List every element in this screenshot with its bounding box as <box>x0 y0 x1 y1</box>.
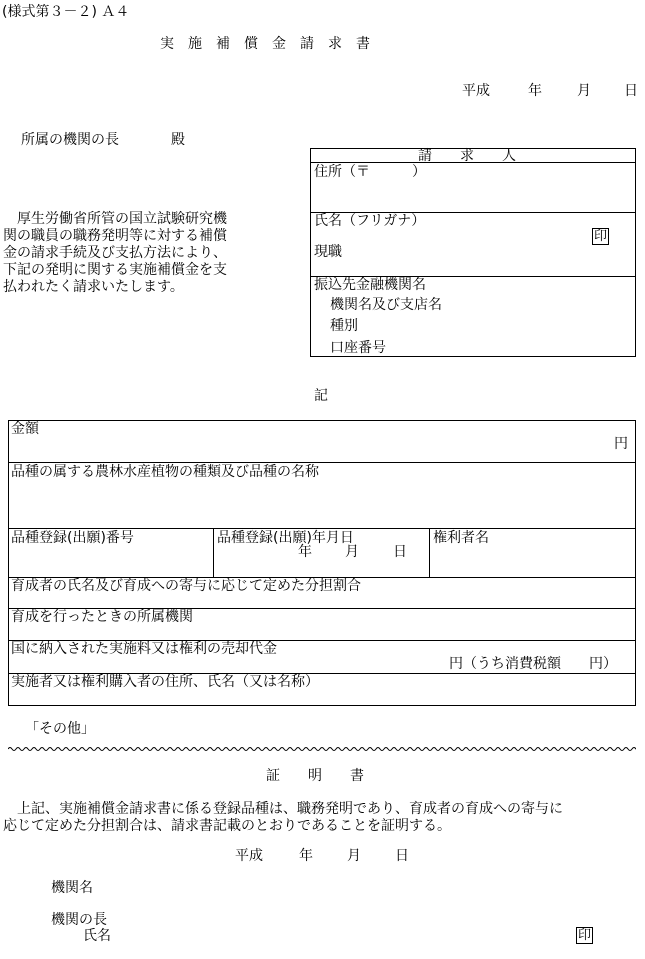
page-title: 実 施 補 償 金 請 求 書 <box>160 36 370 52</box>
cert-date-year: 年 <box>299 848 313 864</box>
wavy-separator <box>8 744 636 754</box>
request-text-line: 下記の発明に関する実施補償金を支 <box>3 262 227 278</box>
account-type-label[interactable]: 種別 <box>330 318 358 334</box>
cert-title: 証 明 書 <box>266 768 364 784</box>
divider <box>213 528 214 577</box>
bank-branch-label[interactable]: 機関名及び支店名 <box>330 297 442 313</box>
request-text-line: 厚生労働省所管の国立試験研究機 <box>3 211 227 227</box>
claimant-address-label[interactable]: 住所（〒 ） <box>314 164 426 180</box>
divider <box>8 462 636 463</box>
ki-heading: 記 <box>314 388 328 404</box>
claimant-seal: 印 <box>593 229 607 244</box>
form-label: (様式第３－２) Ａ４ <box>2 4 130 20</box>
cert-text <box>3 801 563 835</box>
cert-date-day: 日 <box>395 848 409 864</box>
addressee-honorific: 殿 <box>171 132 185 148</box>
divider <box>8 528 636 529</box>
account-number-label[interactable]: 口座番号 <box>330 340 386 356</box>
affiliation-label: 育成を行ったときの所属機関 <box>11 609 193 625</box>
amount-unit: 円 <box>614 436 628 452</box>
cert-date-month: 月 <box>347 848 361 864</box>
cert-text-line: 応じて定めた分担割合は、請求書記載のとおりであることを証明する。 <box>3 818 451 834</box>
bank-title-label: 振込先金融機関名 <box>314 277 426 293</box>
claimant-name-label[interactable]: 氏名（フリガナ） <box>314 213 426 229</box>
request-text-line: 金の請求手続及び支払方法により、 <box>3 245 227 261</box>
payment-unit: 円（うち消費税額 円） <box>449 656 617 672</box>
date-year: 年 <box>528 83 542 99</box>
variety-name-label: 品種の属する農林水産植物の種類及び品種の名称 <box>11 464 319 480</box>
reg-date-day: 日 <box>393 544 407 560</box>
request-text-line: 関の職員の職務発明等に対する補償 <box>3 228 227 244</box>
request-text-line: 払われたく請求いたします。 <box>3 279 184 295</box>
cert-name-label: 氏名 <box>83 928 111 944</box>
right-holder-label: 権利者名 <box>433 530 489 546</box>
date-day: 日 <box>624 83 638 99</box>
cert-text-line: 上記、実施補償金請求書に係る登録品種は、職務発明であり、育成者の育成への寄与に <box>3 801 563 817</box>
other-label: 「その他」 <box>25 721 95 737</box>
claimant-header: 請 求 人 <box>418 148 516 164</box>
request-text <box>3 211 227 296</box>
claimant-position-label[interactable]: 現職 <box>314 244 342 260</box>
divider <box>429 528 430 577</box>
amount-label: 金額 <box>11 421 39 437</box>
date-era: 平成 <box>462 83 490 99</box>
cert-org-label: 機関名 <box>51 880 93 896</box>
cert-seal: 印 <box>577 928 591 943</box>
breeder-share-label: 育成者の氏名及び育成への寄与に応じて定めた分担割合 <box>11 578 361 594</box>
date-month: 月 <box>577 83 591 99</box>
reg-number-label: 品種登録(出願)番号 <box>11 530 134 546</box>
cert-date-era: 平成 <box>235 848 263 864</box>
licensee-label: 実施者又は権利購入者の住所、氏名（又は名称） <box>11 674 319 690</box>
reg-date-label: 品種登録(出願)年月日 <box>217 530 354 546</box>
cert-head-label: 機関の長 <box>51 912 107 928</box>
addressee-org-head: 所属の機関の長 <box>21 132 119 148</box>
payment-label: 国に納入された実施料又は権利の売却代金 <box>11 641 277 657</box>
reg-date-year: 年 <box>298 544 312 560</box>
reg-date-month: 月 <box>345 544 359 560</box>
